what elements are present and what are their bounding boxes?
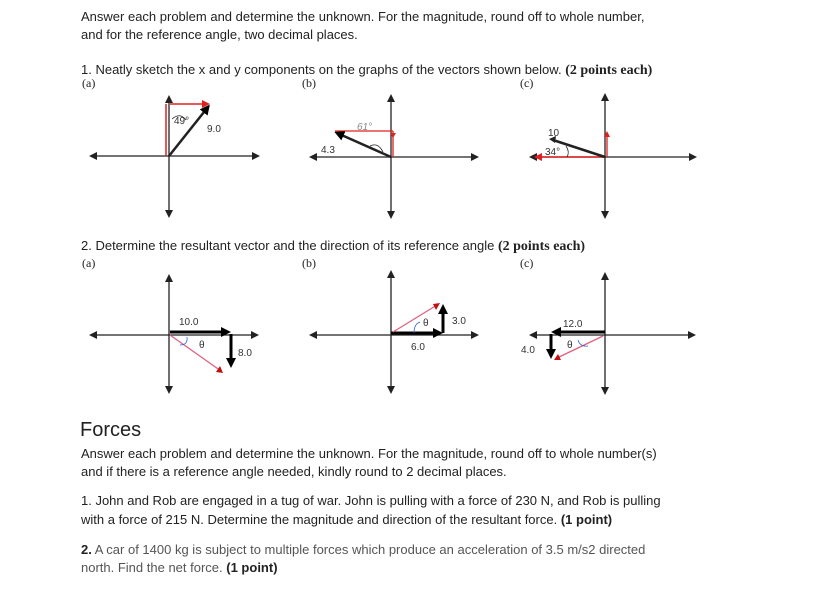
q2-graph-c xyxy=(521,274,694,393)
y-label: 8.0 xyxy=(238,348,252,359)
magnitude-label: 4.3 xyxy=(321,145,335,156)
theta-label: θ xyxy=(567,340,573,351)
forces-problem-2-line-2: north. Find the net force. (1 point) xyxy=(81,560,278,575)
forces-intro-2: and if there is a reference angle needed, kindly round to 2 decimal places. xyxy=(81,464,507,479)
q2-graph-b xyxy=(311,272,477,392)
forces-problem-1-line-1: 1. John and Rob are engaged in a tug of war. John is pulling with a force of 230 N, and Rob is pulling xyxy=(81,493,661,508)
theta-label: θ xyxy=(423,318,429,329)
q2-label-c: (c) xyxy=(520,256,534,270)
q2-label-a: (a) xyxy=(82,256,96,270)
q1-graph-a xyxy=(91,97,258,216)
axes xyxy=(91,97,258,216)
theta-label: θ xyxy=(199,340,205,351)
forces-problem-2-line-1: 2. A car of 1400 kg is subject to multiple forces which produce an acceleration of 3.5 m/s2 directed xyxy=(81,542,646,557)
intro-line-2: and for the reference angle, two decimal places. xyxy=(81,27,358,42)
intro-line-1: Answer each problem and determine the unknown. For the magnitude, round off to whole number, xyxy=(81,9,645,24)
vector-arrow xyxy=(553,140,605,157)
forces-heading: Forces xyxy=(80,419,142,441)
q1-points: (2 points each) xyxy=(565,63,653,78)
q1-label-c: (c) xyxy=(520,76,534,90)
q1-label-a: (a) xyxy=(82,76,96,90)
x-label: 12.0 xyxy=(563,319,583,330)
x-label: 10.0 xyxy=(179,317,199,328)
y-label: 3.0 xyxy=(452,316,466,327)
q2-points: (2 points each) xyxy=(497,239,586,254)
q1-label-b: (b) xyxy=(302,76,316,90)
problem-1-points: (1 point) xyxy=(560,512,613,527)
angle-label: 49° xyxy=(174,116,190,127)
vector-arrow xyxy=(169,107,208,156)
q1-text: 1. Neatly sketch the x and y components on the graphs of the vectors shown below. (2 points each) xyxy=(81,62,653,78)
forces-problem-1-line-2: with a force of 215 N. Determine the magnitude and direction of the resultant force. (1 point) xyxy=(81,512,613,527)
q2-text: 2. Determine the resultant vector and the direction of its reference angle (2 points each) xyxy=(81,238,586,254)
magnitude-label: 9.0 xyxy=(207,124,221,135)
x-label: 6.0 xyxy=(411,342,425,353)
forces-intro-1: Answer each problem and determine the unknown. For the magnitude, round off to whole number(s) xyxy=(81,446,657,461)
q2-label-b: (b) xyxy=(302,256,316,270)
q1-graph-b xyxy=(311,96,477,217)
vector-arrow xyxy=(337,133,391,157)
angle-label: 34° xyxy=(545,147,561,158)
problem-2-points: (1 point) xyxy=(226,560,278,575)
angle-label: 61° xyxy=(357,122,373,133)
q2-graph-a xyxy=(91,276,257,392)
magnitude-label: 10 xyxy=(548,128,560,139)
q1-graph-c xyxy=(531,95,695,217)
y-label: 4.0 xyxy=(521,345,535,356)
